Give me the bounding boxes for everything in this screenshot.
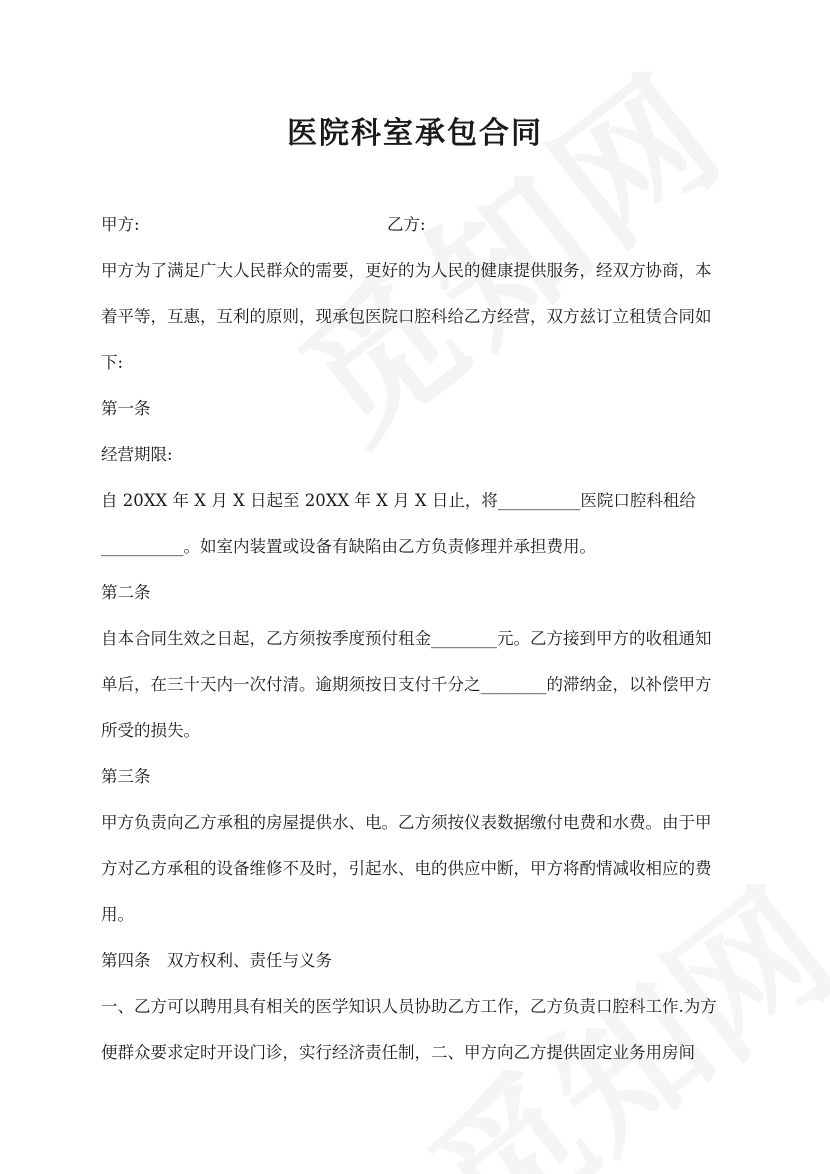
article-1-heading: 第一条 — [101, 399, 151, 418]
article-3-line-2: 方对乙方承租的设备维修不及时，引起水、电的供应中断，甲方将酌情减收相应的费 — [101, 859, 712, 878]
document-body — [101, 202, 733, 1076]
article-2-line-1: 自本合同生效之日起，乙方须按季度预付租金________元。乙方接到甲方的收租通知 — [101, 629, 712, 648]
article-4-line-1: 一、乙方可以聘用具有相关的医学知识人员协助乙方工作，乙方负责口腔科工作.为方 — [101, 997, 717, 1016]
article-2-heading: 第二条 — [101, 583, 151, 602]
article-2-line-2: 单后，在三十天内一次付清。逾期须按日支付千分之________的滞纳金，以补偿甲方 — [101, 675, 712, 694]
article-1-line-2: __________。如室内装置或设备有缺陷由乙方负责修理并承担费用。 — [101, 537, 596, 556]
document-title: 医院科室承包合同 — [287, 116, 543, 151]
article-3-heading: 第三条 — [101, 767, 151, 786]
article-4-line-2: 便群众要求定时开设门诊，实行经济责任制，二、甲方向乙方提供固定业务用房间 — [101, 1043, 695, 1062]
parties-line — [101, 202, 733, 248]
article-4-heading: 第四条 双方权利、责任与义务 — [101, 951, 332, 970]
article-3-line-1: 甲方负责向乙方承租的房屋提供水、电。乙方须按仪表数据缴付电费和水费。由于甲 — [101, 813, 712, 832]
party-b-label: 乙方: — [387, 215, 426, 234]
article-3-line-3: 用。 — [101, 905, 134, 924]
article-2-line-3: 所受的损失。 — [101, 721, 200, 740]
intro-line-2: 着平等，互惠，互利的原则，现承包医院口腔科给乙方经营，双方兹订立租赁合同如 — [101, 307, 712, 326]
party-a-label: 甲方: — [101, 215, 140, 234]
intro-line-1: 甲方为了满足广大人民群众的需要，更好的为人民的健康提供服务，经双方协商，本 — [101, 261, 712, 280]
article-1-subheading: 经营期限: — [101, 445, 173, 464]
intro-line-3: 下: — [101, 353, 124, 372]
article-1-line-1: 自 20XX 年 X 月 X 日起至 20XX 年 X 月 X 日止，将__________医院口腔科租给 — [101, 491, 696, 510]
